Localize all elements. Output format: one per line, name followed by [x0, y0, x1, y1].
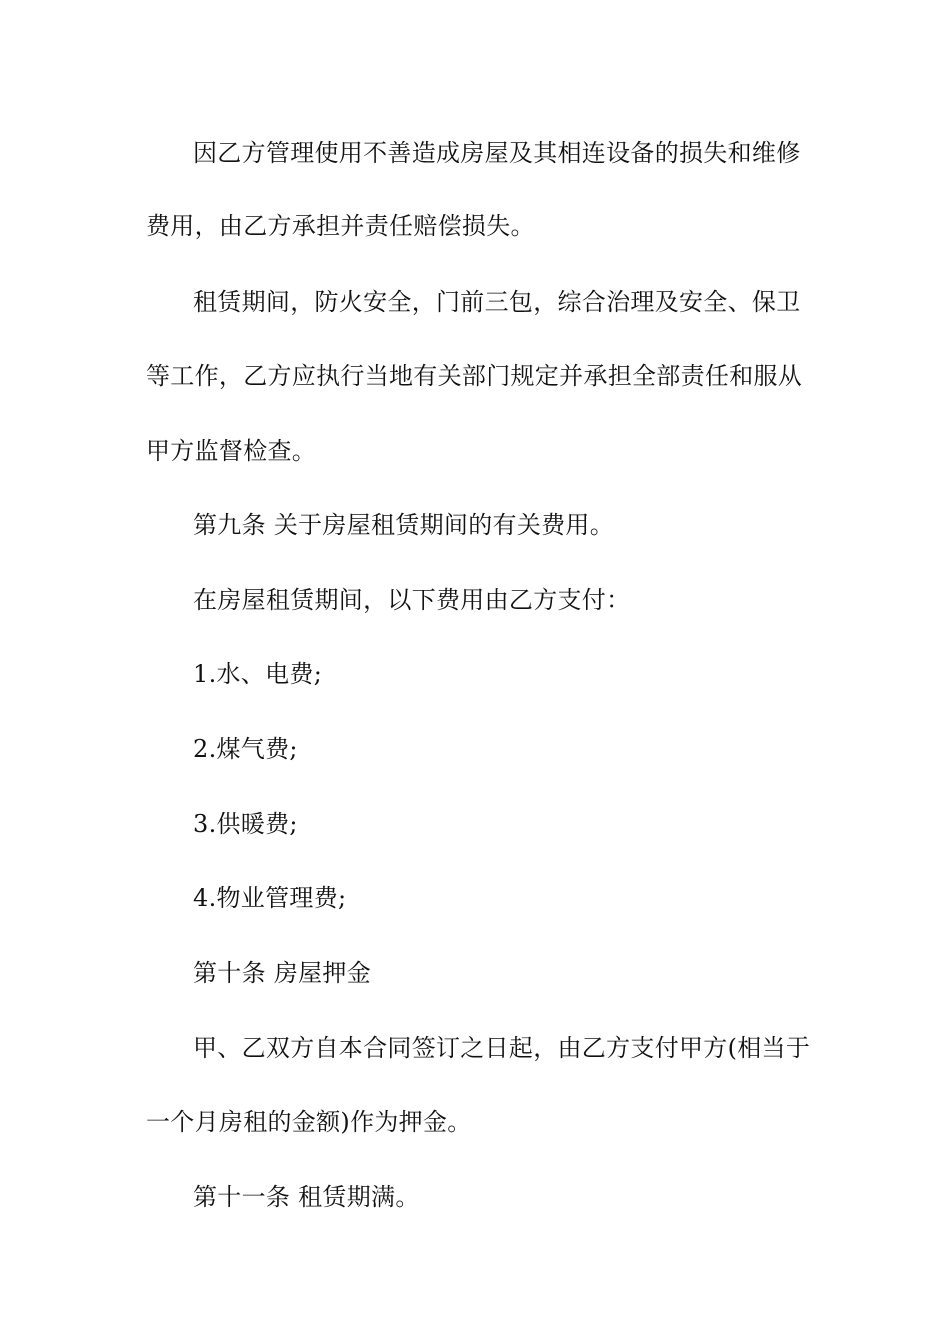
list-item: 2.煤气费;: [193, 735, 298, 763]
list-item: 4.物业管理费;: [193, 884, 347, 912]
list-item: 1.水、电费;: [193, 660, 323, 688]
paragraph-line: 等工作，乙方应执行当地有关部门规定并承担全部责任和服从: [146, 362, 803, 390]
paragraph-line: 甲、乙双方自本合同签订之日起，由乙方支付甲方(相当于: [193, 1034, 811, 1062]
paragraph-line: 在房屋租赁期间，以下费用由乙方支付：: [193, 586, 631, 614]
article-heading: 第九条 关于房屋租赁期间的有关费用。: [193, 511, 615, 539]
article-heading: 第十条 房屋押金: [193, 959, 372, 987]
paragraph-line: 一个月房租的金额)作为押金。: [146, 1108, 472, 1136]
paragraph-line: 甲方监督检查。: [146, 437, 317, 465]
list-item: 3.供暖费;: [193, 810, 298, 838]
paragraph-line: 租赁期间，防火安全，门前三包，综合治理及安全、保卫: [193, 288, 801, 316]
paragraph-line: 因乙方管理使用不善造成房屋及其相连设备的损失和维修: [193, 139, 801, 167]
article-heading: 第十一条 租赁期满。: [193, 1183, 420, 1211]
paragraph-line: 费用，由乙方承担并责任赔偿损失。: [146, 212, 535, 240]
